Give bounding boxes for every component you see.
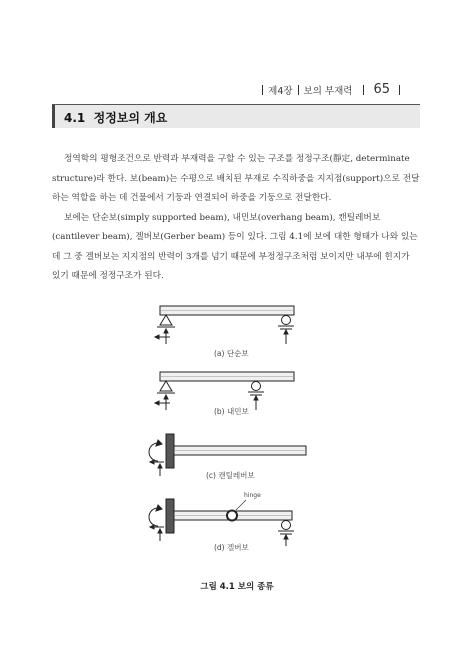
section-heading [52, 104, 420, 128]
header-divider [363, 85, 364, 95]
simple-beam-diagram [155, 306, 294, 344]
gerber-beam-diagram [149, 499, 294, 546]
paragraph: 보에는 단순보(simply supported beam), 내민보(overhang beam), 캔틸레버보(cantilever beam), 겔버보(Gerber beam) 등이 있다. 그림 4.1에 보에 대한 형태가 나와 있는데 그 중 겔버보는 지지점의 반력이 3개를 넘기 때문에 부정정구조처럼 보이지만 내부에 힌지가 있기 때문에 정정구조가 된다. [52, 212, 418, 281]
paragraph: 정역학의 평형조건으로 반력과 부재력을 구할 수 있는 구조를 정정구조(靜定, determinate structure)라 한다. 보(beam)는 수평으로 배치된 부재로 수직하중을 지지점(support)으로 전달하는 역할을 하는 데 건물에서 기둥과 연결되어 하중을 기둥으로 전달한다. [52, 154, 420, 203]
header-chapter-title: 보의 부재력 [303, 85, 353, 97]
section-number: 4.1 [64, 111, 86, 125]
caption-cantilever-beam: (c) 캔틸레버보 [206, 471, 255, 480]
figure-title: 그림 4.1 보의 종류 [200, 582, 274, 592]
header-chapter: 제4장 [268, 85, 293, 97]
page-number: 65 [373, 82, 390, 97]
caption-gerber-beam: (d) 겔버보 [214, 543, 249, 552]
overhang-beam-diagram [155, 372, 294, 410]
running-header [262, 82, 400, 97]
header-divider [298, 85, 299, 95]
figure-beam-types [140, 294, 340, 578]
header-divider [262, 85, 263, 95]
section-title-text: 정정보의 개요 [93, 111, 168, 125]
section-heading-marker [52, 105, 55, 128]
section-title [64, 109, 167, 126]
header-divider [399, 85, 400, 95]
beam-diagrams [140, 294, 340, 574]
body-text [52, 150, 420, 287]
caption-overhang-beam: (b) 내민보 [214, 407, 249, 416]
caption-simple-beam: (a) 단순보 [214, 349, 249, 358]
hinge-label: hinge [244, 492, 261, 499]
